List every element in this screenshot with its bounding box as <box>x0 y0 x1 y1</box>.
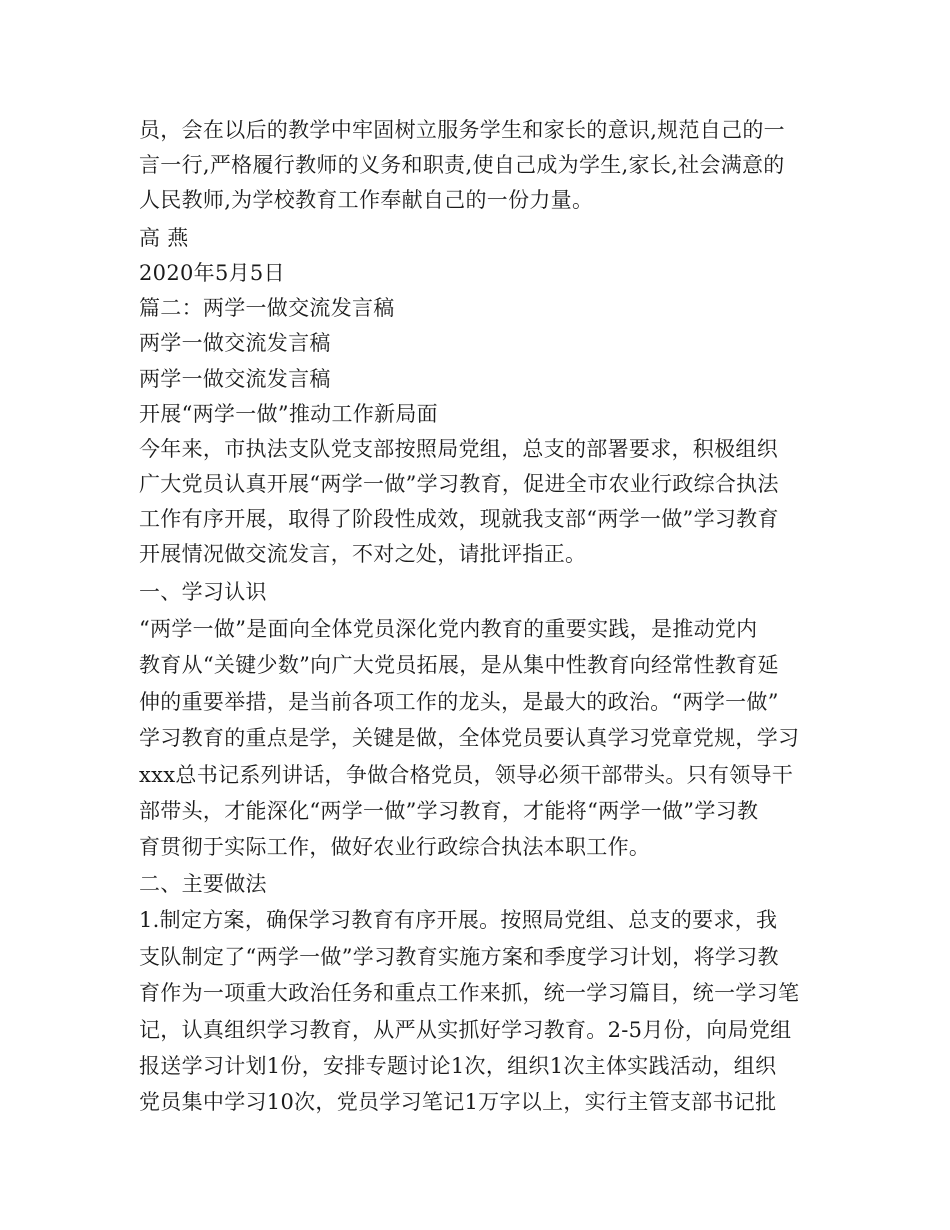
heading-1: 一、学习认识 <box>139 580 267 604</box>
body-text-line: 报送学习计划1份，安排专题讨论1次，组织1次主体实践活动，组织 <box>139 1054 777 1078</box>
body-text-line: 教育从“关键少数”向广大党员拓展，是从集中性教育向经常性教育延 <box>139 653 779 677</box>
body-text-line: 工作有序开展，取得了阶段性成效，现就我支部“两学一做”学习教育 <box>139 507 779 531</box>
body-text-line: 记，认真组织学习教育，从严从实抓好学习教育。2-5月份，向局党组 <box>139 1018 792 1042</box>
body-text-line: 支队制定了“两学一做”学习教育实施方案和季度学习计划，将学习教 <box>139 945 779 969</box>
body-text-line: 言一行,严格履行教师的义务和职责,使自己成为学生,家长,社会满意的 <box>139 153 785 177</box>
heading-2: 二、主要做法 <box>139 872 267 896</box>
body-text-line: “两学一做”是面向全体党员深化党内教育的重要实践，是推动党内 <box>139 617 758 641</box>
body-text-line: 开展情况做交流发言，不对之处，请批评指正。 <box>139 542 587 566</box>
body-text-line: xxx总书记系列讲话，争做合格党员，领导必须干部带头。只有领导干 <box>139 763 794 787</box>
speech-title: 两学一做交流发言稿 <box>139 331 331 355</box>
speech-title: 两学一做交流发言稿 <box>139 367 331 391</box>
body-text-line: 今年来，市执法支队党支部按照局党组，总支的部署要求，积极组织 <box>139 437 778 461</box>
body-text-line: 伸的重要举措，是当前各项工作的龙头，是最大的政治。“两学一做” <box>139 690 779 714</box>
body-text-line: 广大党员认真开展“两学一做”学习教育，促进全市农业行政综合执法 <box>139 472 779 496</box>
section-title: 篇二：两学一做交流发言稿 <box>139 296 395 320</box>
body-text-line: 部带头，才能深化“两学一做”学习教育，才能将“两学一做”学习教 <box>139 799 759 823</box>
speech-subtitle: 开展“两学一做”推动工作新局面 <box>139 402 438 426</box>
body-text-line: 员，会在以后的教学中牢固树立服务学生和家长的意识,规范自己的一 <box>139 118 785 142</box>
body-text-line: 1.制定方案，确保学习教育有序开展。按照局党组、总支的要求，我 <box>139 908 778 932</box>
author-name: 高 燕 <box>139 226 189 250</box>
body-text-line: 育作为一项重大政治任务和重点工作来抓，统一学习篇目，统一学习笔 <box>139 981 800 1005</box>
body-text-line: 党员集中学习10次，党员学习笔记1万字以上，实行主管支部书记批 <box>139 1090 777 1114</box>
body-text-line: 学习教育的重点是学，关键是做，全体党员要认真学习党章党规，学习 <box>139 726 800 750</box>
body-text-line: 人民教师,为学校教育工作奉献自己的一份力量。 <box>139 188 594 212</box>
body-text-line: 育贯彻于实际工作，做好农业行政综合执法本职工作。 <box>139 835 651 859</box>
date-line: 2020年5月5日 <box>139 261 285 285</box>
